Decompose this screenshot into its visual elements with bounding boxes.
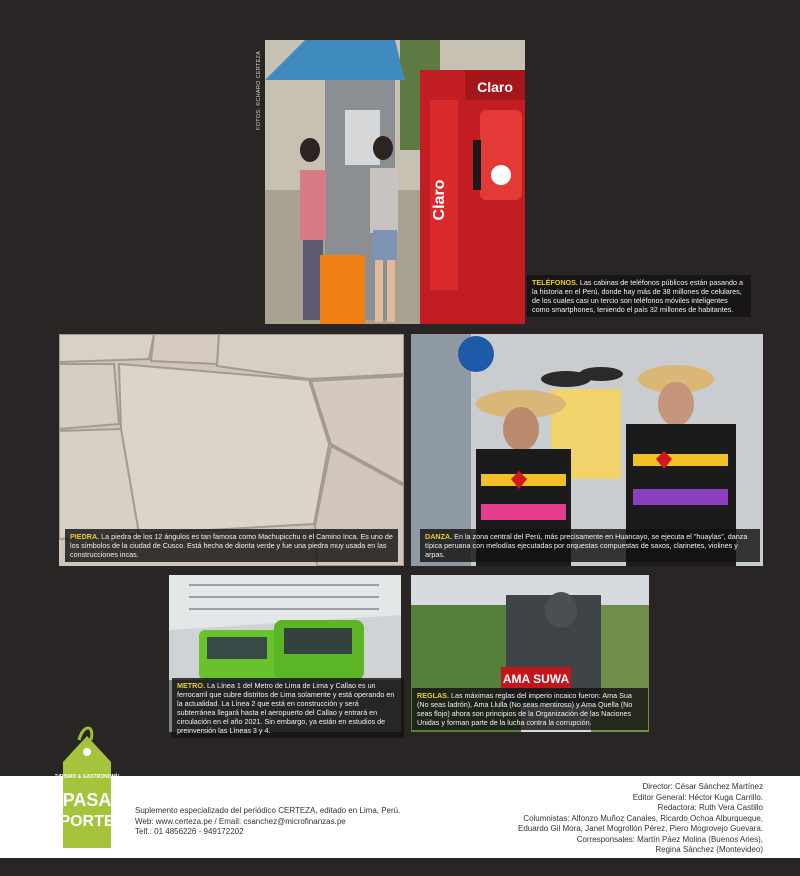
- staff-line: Columnistas: Alfonzo Muñoz Canales, Ricardo Ochoa Alburqueque,: [523, 813, 763, 823]
- staff-line: Regina Sánchez (Montevideo): [655, 845, 763, 854]
- publication-info: [135, 806, 400, 838]
- caption-danza: DANZA. En la zona central del Perú, más precisamente en Huancayo, se ejecuta el "huaylas", danza típica peruana con melodías ejecutadas por orquestas compuestas de saxos, clarinetes, violines y arpas.: [420, 529, 760, 562]
- tag-word-pasa: PASA: [62, 790, 112, 810]
- staff-line: Redactora: Ruth Vera Castillo: [657, 803, 763, 812]
- pub-line-2: Web: www.certeza.pe / Email: csanchez@microfinanzas.pe: [135, 816, 346, 826]
- photo-credit: FOTOS: ©CHARO CERTEZA: [256, 50, 262, 130]
- caption-piedra: PIEDRA. La piedra de los 12 ángulos es tan famosa como Machupicchu o el Camino Inca. Es uno de los símbolos de la ciudad de Cusco. Está hecha de diorita verde y fue una piedra muy usada en las construcciones incas.: [65, 529, 398, 562]
- staff-line: Corresponsales: Martín Páez Molina (Buenos Aries),: [576, 834, 763, 844]
- tag-icon: [55, 722, 119, 850]
- caption-reglas: REGLAS. Las máximas reglas del imperio incaico fueron: Ama Sua (No seas ladrón), Ama Llulla (No seas mentiroso) y Ama Quella (No seas flojo) ahora son principios de la Organización de las Naciones Unidas y forman parte de la lucha contra la corrupción.: [412, 688, 648, 730]
- staff-line: Editor General: Héctor Kuga Carrillo.: [632, 792, 763, 802]
- staff-line: Director: César Sánchez Martínez: [642, 782, 763, 791]
- caption-metro: METRO. La Línea 1 del Metro de Lima de Lima y Callao es un ferrocarril que cubre distritos de Lima solamente y está operando en la actualidad. La Línea 2 que está en construcción y será subterránea llegará hasta el aeropuerto del Callao y entrará en circulación en el año 2021. Sin embargo, ya están en estudios de preinversión las Líneas 3 y 4.: [172, 678, 404, 738]
- tag-word-porte: PORTE: [59, 813, 115, 830]
- staff-line: Eduardo Gil Mora, Janet Mogrollón Pérez, Piero Mogrovejo Guevara.: [517, 824, 763, 833]
- claro-sign-vertical: Claro: [431, 179, 448, 221]
- pasaporte-tag-logo: [55, 722, 119, 850]
- ama-suwa-sign: AMA SUWA: [502, 672, 570, 686]
- claro-sign-top: Claro: [477, 79, 513, 95]
- pub-line-1: Suplemento especializado del periódico CERTEZA, editado en Lima, Perú.: [135, 806, 401, 815]
- telefonos-illustration: [265, 40, 525, 324]
- caption-telefonos: TELÉFONOS. Las cabinas de teléfonos públicos están pasando a la historia en el Perú, donde hay más de 38 millones de celulares, de los cuales casi un tercio son teléfonos móviles inteligentes como smartphones, teniendo el país 32 millones de habitantes.: [527, 275, 751, 317]
- staff-credits: [518, 782, 763, 856]
- photo-telefonos: [265, 40, 525, 324]
- tag-top-text: TURISMO & GASTRONOMÍA: [55, 774, 119, 780]
- pub-line-3: Telf.: 01 4856226 - 949172202: [135, 827, 244, 836]
